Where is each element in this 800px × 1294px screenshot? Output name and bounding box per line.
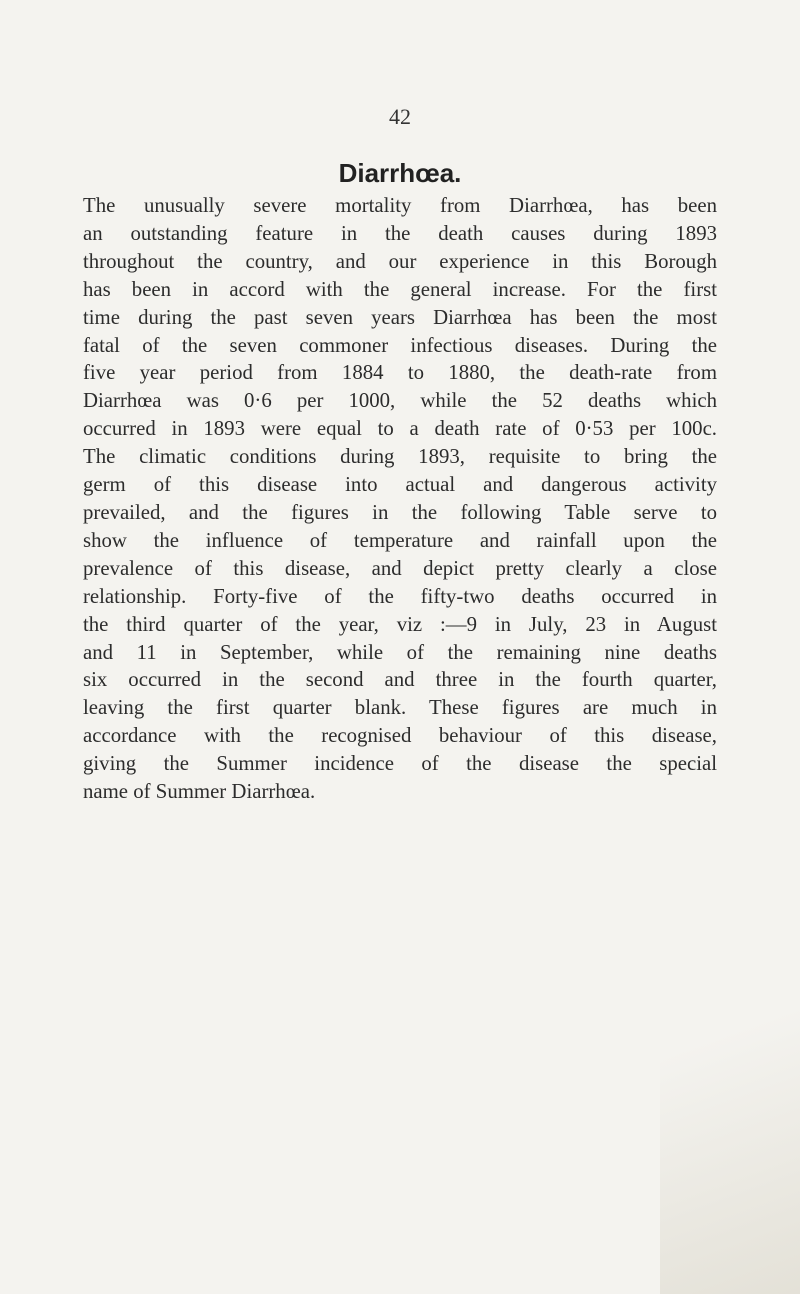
text-line: The unusually severe mortality from Diarrhœa, has been bbox=[83, 194, 717, 217]
text-line: fatal of the seven commoner infectious diseases. During the bbox=[83, 333, 717, 357]
text-line: prevailed, and the figures in the following Table serve to bbox=[83, 500, 717, 524]
text-line: show the influence of temperature and rainfall upon the bbox=[83, 528, 717, 552]
text-line: name of Summer Diarrhœa. bbox=[83, 780, 316, 804]
text-line: and 11 in September, while of the remaining nine deaths bbox=[83, 640, 717, 664]
text-line: germ of this disease into actual and dangerous activity bbox=[83, 473, 717, 497]
text-line: throughout the country, and our experience in this Borough bbox=[83, 249, 717, 273]
page-number: 42 bbox=[389, 104, 411, 129]
text-line: relationship. Forty-five of the fifty-two deaths occurred in bbox=[83, 584, 717, 608]
text-line: time during the past seven years Diarrhœa has been the most bbox=[83, 305, 717, 329]
text-line: The climatic conditions during 1893, requisite to bring the bbox=[83, 445, 717, 469]
text-line: occurred in 1893 were equal to a death rate of 0·53 per 100c. bbox=[83, 417, 717, 441]
body-paragraph bbox=[83, 192, 717, 806]
text-line: giving the Summer incidence of the disease the special bbox=[83, 752, 717, 776]
paper-discoloration bbox=[660, 934, 800, 1294]
text-line: accordance with the recognised behaviour of this disease, bbox=[83, 724, 717, 748]
text-line: leaving the first quarter blank. These figures are much in bbox=[83, 696, 717, 720]
text-line: six occurred in the second and three in the fourth quarter, bbox=[83, 668, 717, 692]
text-line: has been in accord with the general increase. For the first bbox=[83, 277, 717, 301]
text-line: the third quarter of the year, viz :—9 in July, 23 in August bbox=[83, 612, 717, 636]
section-heading: Diarrhœa. bbox=[338, 158, 462, 188]
text-line: five year period from 1884 to 1880, the death-rate from bbox=[83, 361, 717, 385]
text-line: an outstanding feature in the death causes during 1893 bbox=[83, 221, 717, 245]
text-line: Diarrhœa was 0·6 per 1000, while the 52 deaths which bbox=[83, 389, 717, 413]
text-line: prevalence of this disease, and depict pretty clearly a close bbox=[83, 556, 717, 580]
